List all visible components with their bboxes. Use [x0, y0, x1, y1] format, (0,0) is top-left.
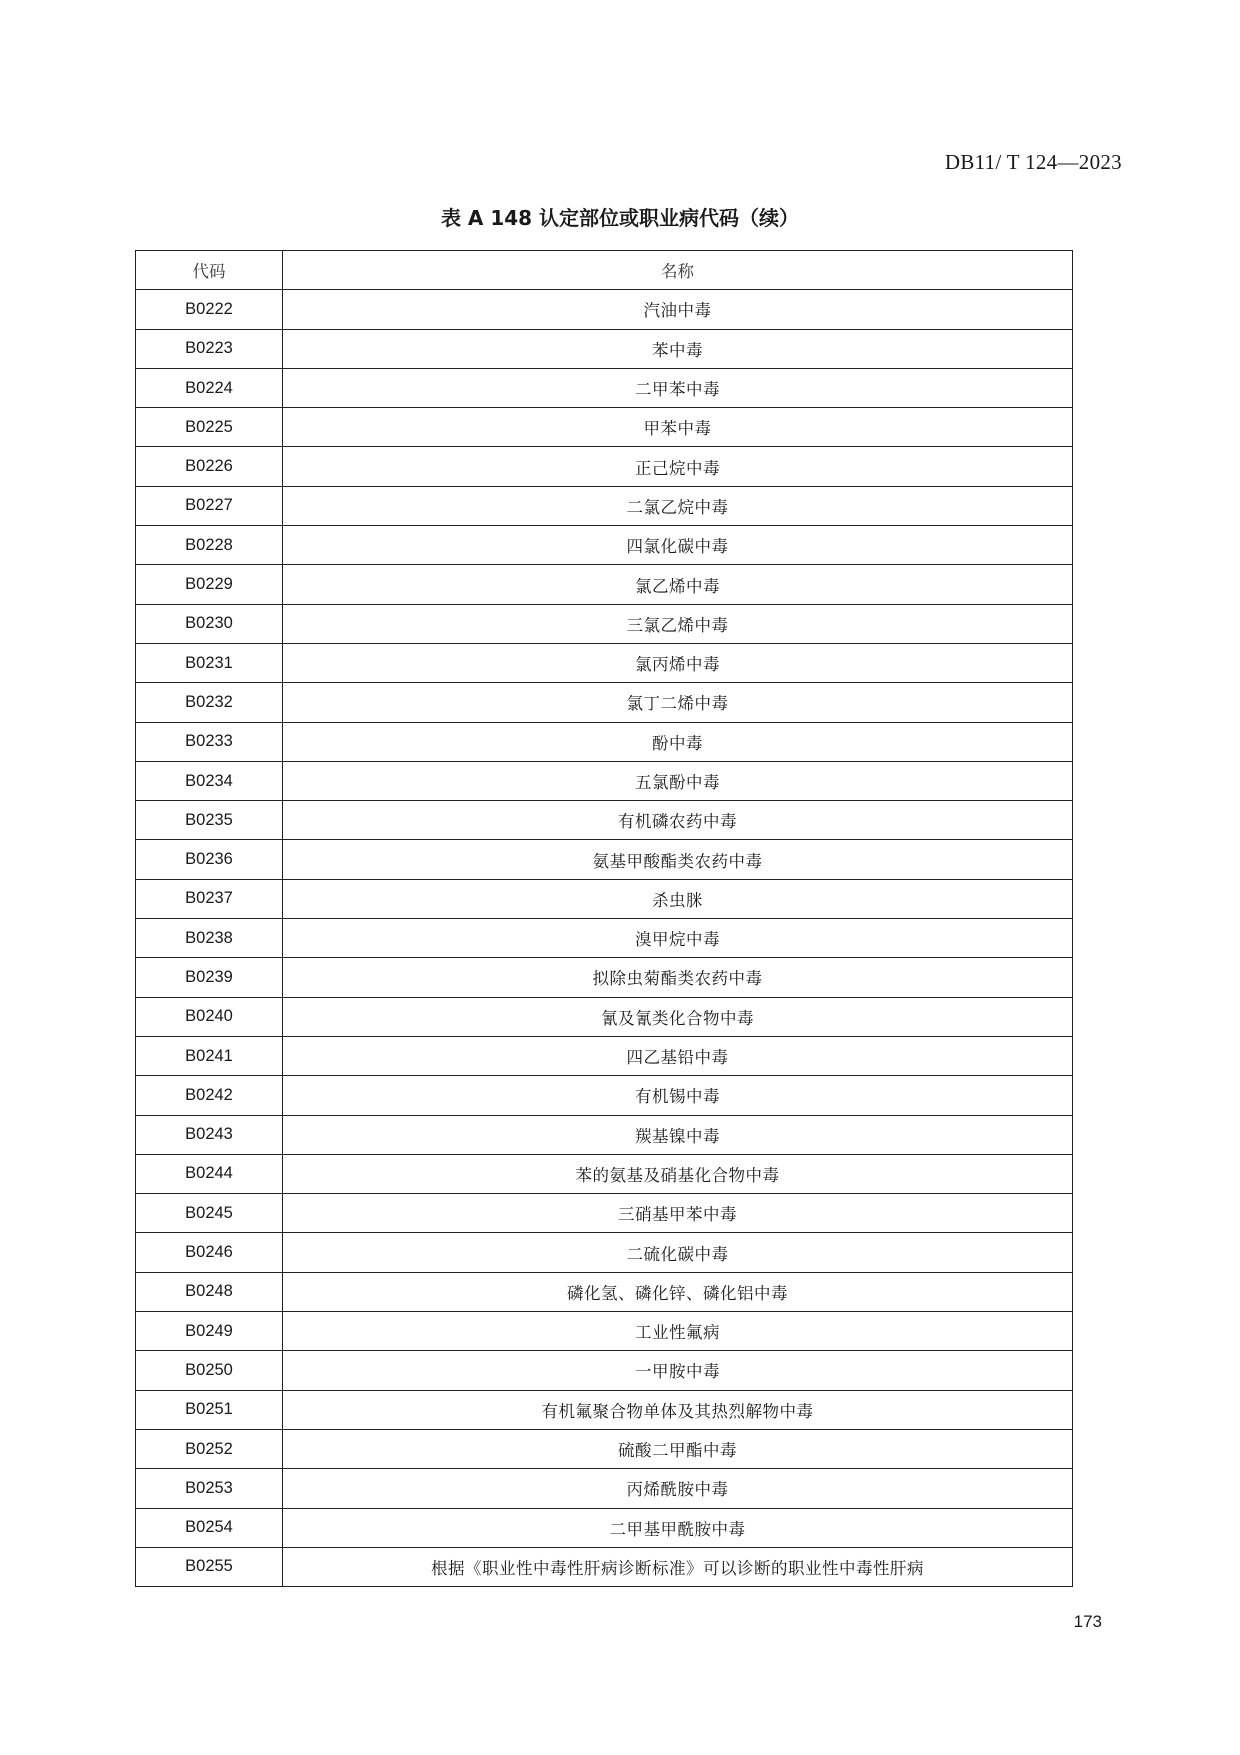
- table-row: [136, 329, 1073, 368]
- name-cell: 苯中毒: [283, 329, 1073, 368]
- column-header-name: 名称: [283, 251, 1073, 290]
- code-cell: B0223: [136, 329, 283, 368]
- table-row: [136, 919, 1073, 958]
- code-cell: B0249: [136, 1312, 283, 1351]
- code-cell: B0251: [136, 1390, 283, 1429]
- table-row: [136, 1036, 1073, 1075]
- name-cell: 有机磷农药中毒: [283, 801, 1073, 840]
- table-row: [136, 1115, 1073, 1154]
- table-row: [136, 801, 1073, 840]
- name-cell: 二甲苯中毒: [283, 368, 1073, 407]
- code-cell: B0250: [136, 1351, 283, 1390]
- table-header-row: [136, 251, 1073, 290]
- table-title: 表 A 148 认定部位或职业病代码（续）: [440, 206, 800, 230]
- name-cell: 酚中毒: [283, 722, 1073, 761]
- name-cell: 有机锡中毒: [283, 1076, 1073, 1115]
- name-cell: 根据《职业性中毒性肝病诊断标准》可以诊断的职业性中毒性肝病: [283, 1547, 1073, 1586]
- table-row: [136, 1194, 1073, 1233]
- name-cell: 氰及氰类化合物中毒: [283, 997, 1073, 1036]
- table-row: [136, 1508, 1073, 1547]
- code-cell: B0224: [136, 368, 283, 407]
- table-body: [136, 290, 1073, 1587]
- code-cell: B0254: [136, 1508, 283, 1547]
- name-cell: 氨基甲酸酯类农药中毒: [283, 840, 1073, 879]
- code-cell: B0239: [136, 958, 283, 997]
- occupational-disease-code-table: [135, 250, 1073, 1587]
- table-row: [136, 879, 1073, 918]
- table-row: [136, 840, 1073, 879]
- code-cell: B0234: [136, 761, 283, 800]
- name-cell: 硫酸二甲酯中毒: [283, 1429, 1073, 1468]
- table-row: [136, 1312, 1073, 1351]
- code-cell: B0255: [136, 1547, 283, 1586]
- code-cell: B0245: [136, 1194, 283, 1233]
- name-cell: 丙烯酰胺中毒: [283, 1469, 1073, 1508]
- column-header-code: 代码: [136, 251, 283, 290]
- code-cell: B0241: [136, 1036, 283, 1075]
- name-cell: 苯的氨基及硝基化合物中毒: [283, 1154, 1073, 1193]
- table-row: [136, 1429, 1073, 1468]
- name-cell: 羰基镍中毒: [283, 1115, 1073, 1154]
- table-row: [136, 368, 1073, 407]
- code-cell: B0248: [136, 1272, 283, 1311]
- code-cell: B0237: [136, 879, 283, 918]
- code-cell: B0230: [136, 604, 283, 643]
- name-cell: 二甲基甲酰胺中毒: [283, 1508, 1073, 1547]
- table-row: [136, 643, 1073, 682]
- code-cell: B0231: [136, 643, 283, 682]
- table-row: [136, 1469, 1073, 1508]
- code-cell: B0238: [136, 919, 283, 958]
- code-cell: B0253: [136, 1469, 283, 1508]
- name-cell: 三氯乙烯中毒: [283, 604, 1073, 643]
- table-row: [136, 958, 1073, 997]
- code-cell: B0227: [136, 486, 283, 525]
- name-cell: 甲苯中毒: [283, 408, 1073, 447]
- table-row: [136, 604, 1073, 643]
- code-cell: B0225: [136, 408, 283, 447]
- name-cell: 磷化氢、磷化锌、磷化铝中毒: [283, 1272, 1073, 1311]
- name-cell: 一甲胺中毒: [283, 1351, 1073, 1390]
- name-cell: 氯乙烯中毒: [283, 565, 1073, 604]
- name-cell: 三硝基甲苯中毒: [283, 1194, 1073, 1233]
- name-cell: 氯丙烯中毒: [283, 643, 1073, 682]
- code-cell: B0242: [136, 1076, 283, 1115]
- table-row: [136, 1547, 1073, 1586]
- code-cell: B0252: [136, 1429, 283, 1468]
- table-row: [136, 565, 1073, 604]
- code-cell: B0240: [136, 997, 283, 1036]
- table-row: [136, 722, 1073, 761]
- table-row: [136, 1272, 1073, 1311]
- code-cell: B0229: [136, 565, 283, 604]
- table-row: [136, 1233, 1073, 1272]
- name-cell: 四氯化碳中毒: [283, 526, 1073, 565]
- table-row: [136, 1390, 1073, 1429]
- table-row: [136, 408, 1073, 447]
- name-cell: 二硫化碳中毒: [283, 1233, 1073, 1272]
- table-row: [136, 447, 1073, 486]
- code-cell: B0235: [136, 801, 283, 840]
- name-cell: 拟除虫菊酯类农药中毒: [283, 958, 1073, 997]
- table-row: [136, 486, 1073, 525]
- page-number: 173: [1073, 1612, 1102, 1631]
- name-cell: 溴甲烷中毒: [283, 919, 1073, 958]
- table-row: [136, 997, 1073, 1036]
- code-cell: B0246: [136, 1233, 283, 1272]
- code-cell: B0226: [136, 447, 283, 486]
- table-row: [136, 1351, 1073, 1390]
- name-cell: 正己烷中毒: [283, 447, 1073, 486]
- table-row: [136, 1076, 1073, 1115]
- name-cell: 五氯酚中毒: [283, 761, 1073, 800]
- code-cell: B0236: [136, 840, 283, 879]
- name-cell: 有机氟聚合物单体及其热烈解物中毒: [283, 1390, 1073, 1429]
- name-cell: 工业性氟病: [283, 1312, 1073, 1351]
- table-row: [136, 1154, 1073, 1193]
- name-cell: 杀虫脒: [283, 879, 1073, 918]
- name-cell: 汽油中毒: [283, 290, 1073, 329]
- standard-number: DB11/ T 124—2023: [944, 150, 1122, 174]
- code-cell: B0243: [136, 1115, 283, 1154]
- table-row: [136, 290, 1073, 329]
- code-cell: B0222: [136, 290, 283, 329]
- code-cell: B0244: [136, 1154, 283, 1193]
- table-row: [136, 526, 1073, 565]
- code-cell: B0228: [136, 526, 283, 565]
- name-cell: 二氯乙烷中毒: [283, 486, 1073, 525]
- table-row: [136, 683, 1073, 722]
- code-cell: B0233: [136, 722, 283, 761]
- code-cell: B0232: [136, 683, 283, 722]
- name-cell: 氯丁二烯中毒: [283, 683, 1073, 722]
- table-row: [136, 761, 1073, 800]
- name-cell: 四乙基铅中毒: [283, 1036, 1073, 1075]
